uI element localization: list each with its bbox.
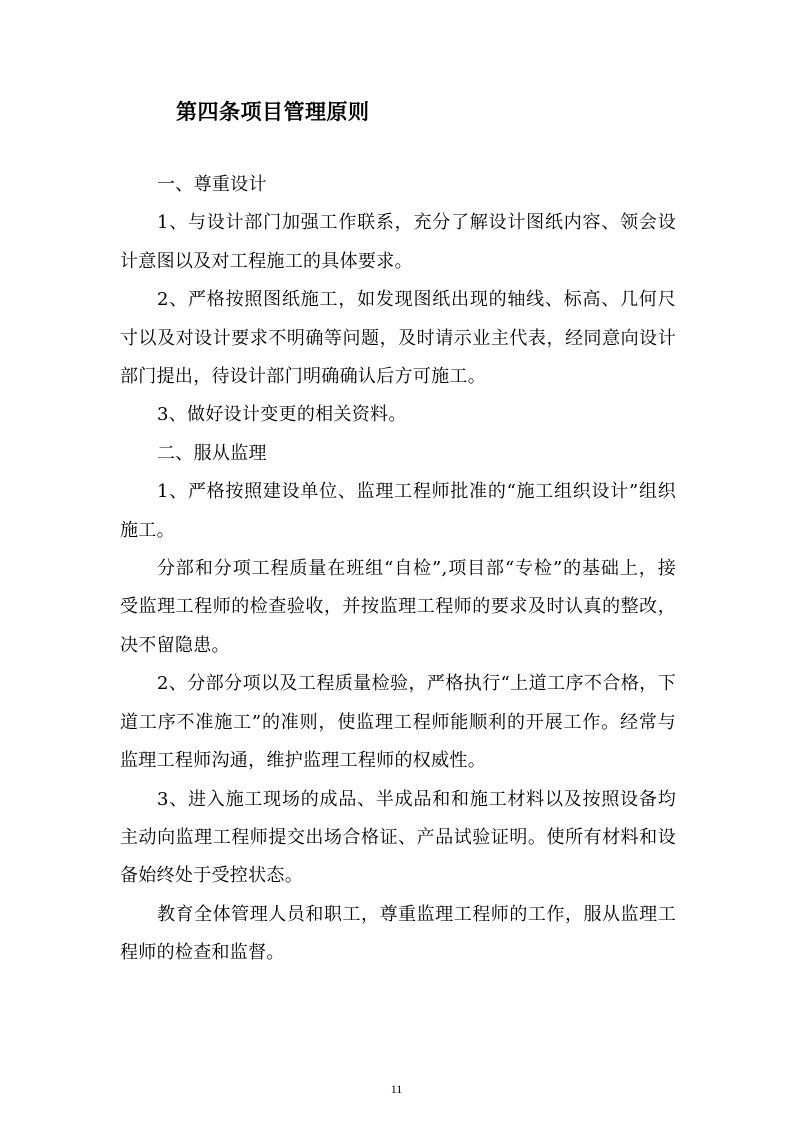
paragraph: 3、做好设计变更的相关资料。 — [157, 404, 407, 426]
paragraph: 2、严格按照图纸施工，如发现图纸出现的轴线、标高、几何尺寸以及对设计要求不明确等问题，及时请示业主代表，经同意向设计部门提出，待设计部门明确确认后方可施工。 — [120, 289, 676, 388]
heading-obey-supervision: 二、服从监理 — [157, 442, 267, 464]
paragraph: 分部和分项工程质量在班组“自检”,项目部“专检”的基础上，接受监理工程师的检查验收，并按监理工程师的要求及时认真的整改，决不留隐患。 — [120, 558, 676, 656]
paragraph: 3、进入施工现场的成品、半成品和和施工材料以及按照设备均主动向监理工程师提交出场合格证、产品试验证明。使所有材料和设备始终处于受控状态。 — [120, 788, 676, 887]
section-title: 第四条项目管理原则 — [176, 99, 370, 124]
paragraph: 教育全体管理人员和职工，尊重监理工程师的工作，服从监理工程师的检查和监督。 — [120, 903, 676, 964]
paragraph: 1、严格按照建设单位、监理工程师批准的“施工组织设计”组织施工。 — [120, 481, 676, 541]
heading-respect-design: 一、尊重设计 — [157, 174, 267, 195]
body-text — [120, 166, 676, 973]
paragraph: 1、与设计部门加强工作联系，充分了解设计图纸内容、领会设计意图以及对工程施工的具体要求。 — [120, 212, 676, 272]
page-number: 11 — [390, 1082, 403, 1096]
paragraph: 2、分部分项以及工程质量检验，严格执行“上道工序不合格，下道工序不准施工”的准则，使监理工程师能顺利的开展工作。经常与监理工程师沟通，维护监理工程师的权威性。 — [120, 673, 676, 772]
